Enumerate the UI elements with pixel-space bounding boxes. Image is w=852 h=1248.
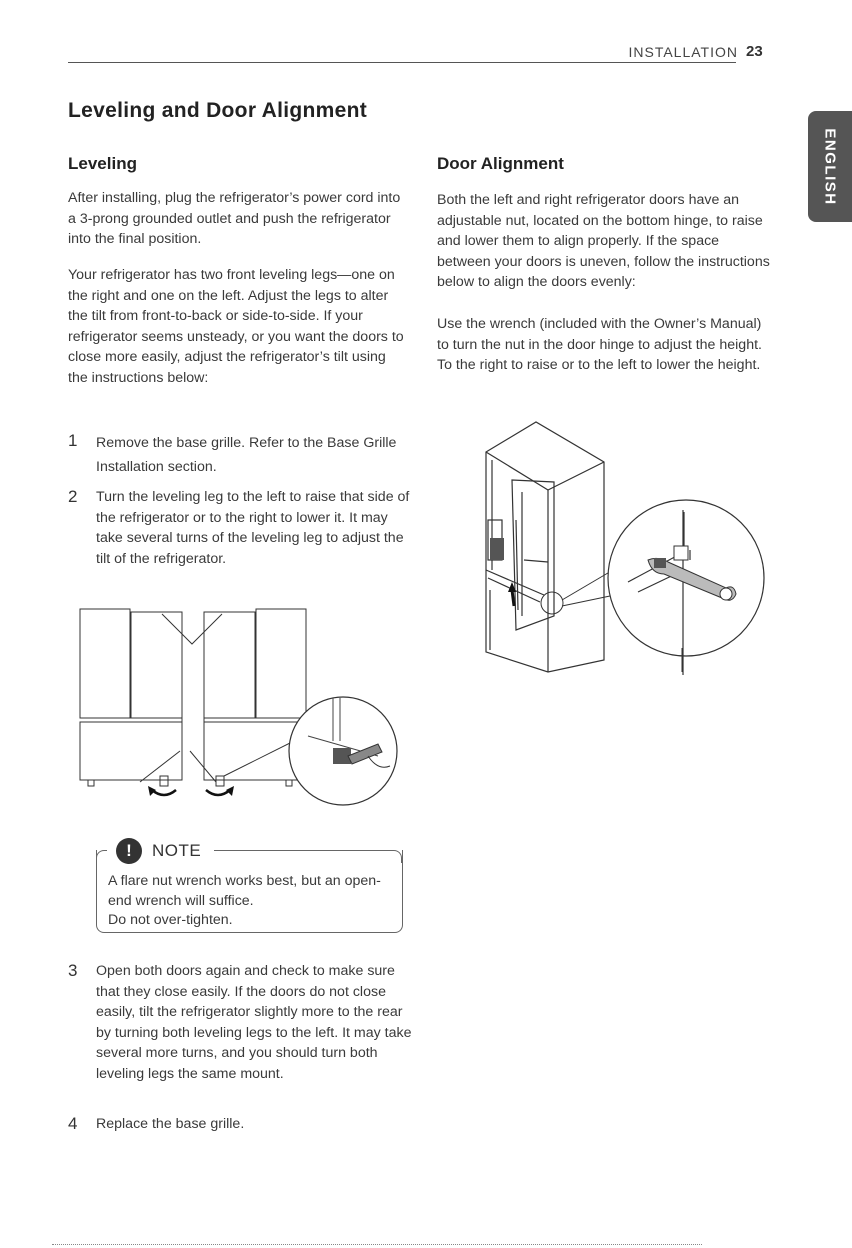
step-text: Replace the base grille. (96, 1116, 245, 1132)
step-3 (68, 961, 413, 1084)
step-text: Remove the base grille. Refer to the Base Grille Installation section. (96, 435, 397, 475)
note-body (108, 872, 393, 931)
page-title: Leveling and Door Alignment (68, 99, 368, 122)
step-text: Turn the leveling leg to the left to raise that side of the refrigerator or to the right to lower it. It may take several turns of the leveling leg to adjust the tilt of the refrigerator. (96, 489, 410, 567)
note-line-2: Do not over-tighten. (108, 912, 233, 928)
bottom-print-border (52, 1244, 702, 1246)
language-side-tab-label: ENGLISH (821, 127, 839, 206)
step-2 (68, 487, 413, 569)
header-section-label: INSTALLATION (628, 44, 738, 60)
door-alignment-paragraph-2: Use the wrench (included with the Owner’s Manual) to turn the nut in the door hinge to adjust the height. To the right to raise or to the left to lower the height. (437, 316, 762, 373)
step-4 (68, 1114, 413, 1135)
note-frame-top-right (214, 850, 402, 863)
step-text: Open both doors again and check to make sure that they close easily. If the doors do not close easily, tilt the refrigerator slightly more to the rear by turning both leveling legs to the left. It may take several more turns, and you should turn both leveling legs the same mount. (96, 963, 412, 1082)
exclamation-icon: ! (116, 838, 142, 864)
step-number: 4 (68, 1114, 78, 1133)
leveling-paragraph-2: Your refrigerator has two front leveling legs—one on the right and one on the left. Adjust the legs to alter the tilt from front-to-back or side-to-side. If your refrigerator seems unsteady, or you want the doors to close more easily, adjust the refrigerator’s tilt using the instructions below: (68, 267, 404, 386)
door-alignment-paragraph-1: Both the left and right refrigerator doors have an adjustable nut, located on the bottom hinge, to raise and lower them to align properly. If the space between your doors is uneven, follow the instructions below to align the doors evenly: (437, 192, 770, 290)
refrigerator-leveling-illustration (78, 606, 408, 806)
step-number: 3 (68, 961, 78, 980)
note-title: NOTE (152, 841, 202, 860)
leveling-paragraph-1: After installing, plug the refrigerator’s power cord into a 3-prong grounded outlet and push the refrigerator into the final position. (68, 190, 401, 247)
note-frame-top-left (96, 850, 107, 863)
step-number: 2 (68, 487, 78, 506)
header-rule (68, 62, 736, 63)
page-number: 23 (746, 43, 763, 60)
leveling-heading: Leveling (68, 154, 137, 173)
step-number: 1 (68, 431, 78, 450)
language-side-tab (808, 111, 852, 222)
door-alignment-heading: Door Alignment (437, 154, 564, 173)
note-line-1: A flare nut wrench works best, but an open-end wrench will suffice. (108, 873, 381, 909)
step-1 (68, 431, 413, 479)
refrigerator-door-alignment-illustration (478, 420, 778, 680)
